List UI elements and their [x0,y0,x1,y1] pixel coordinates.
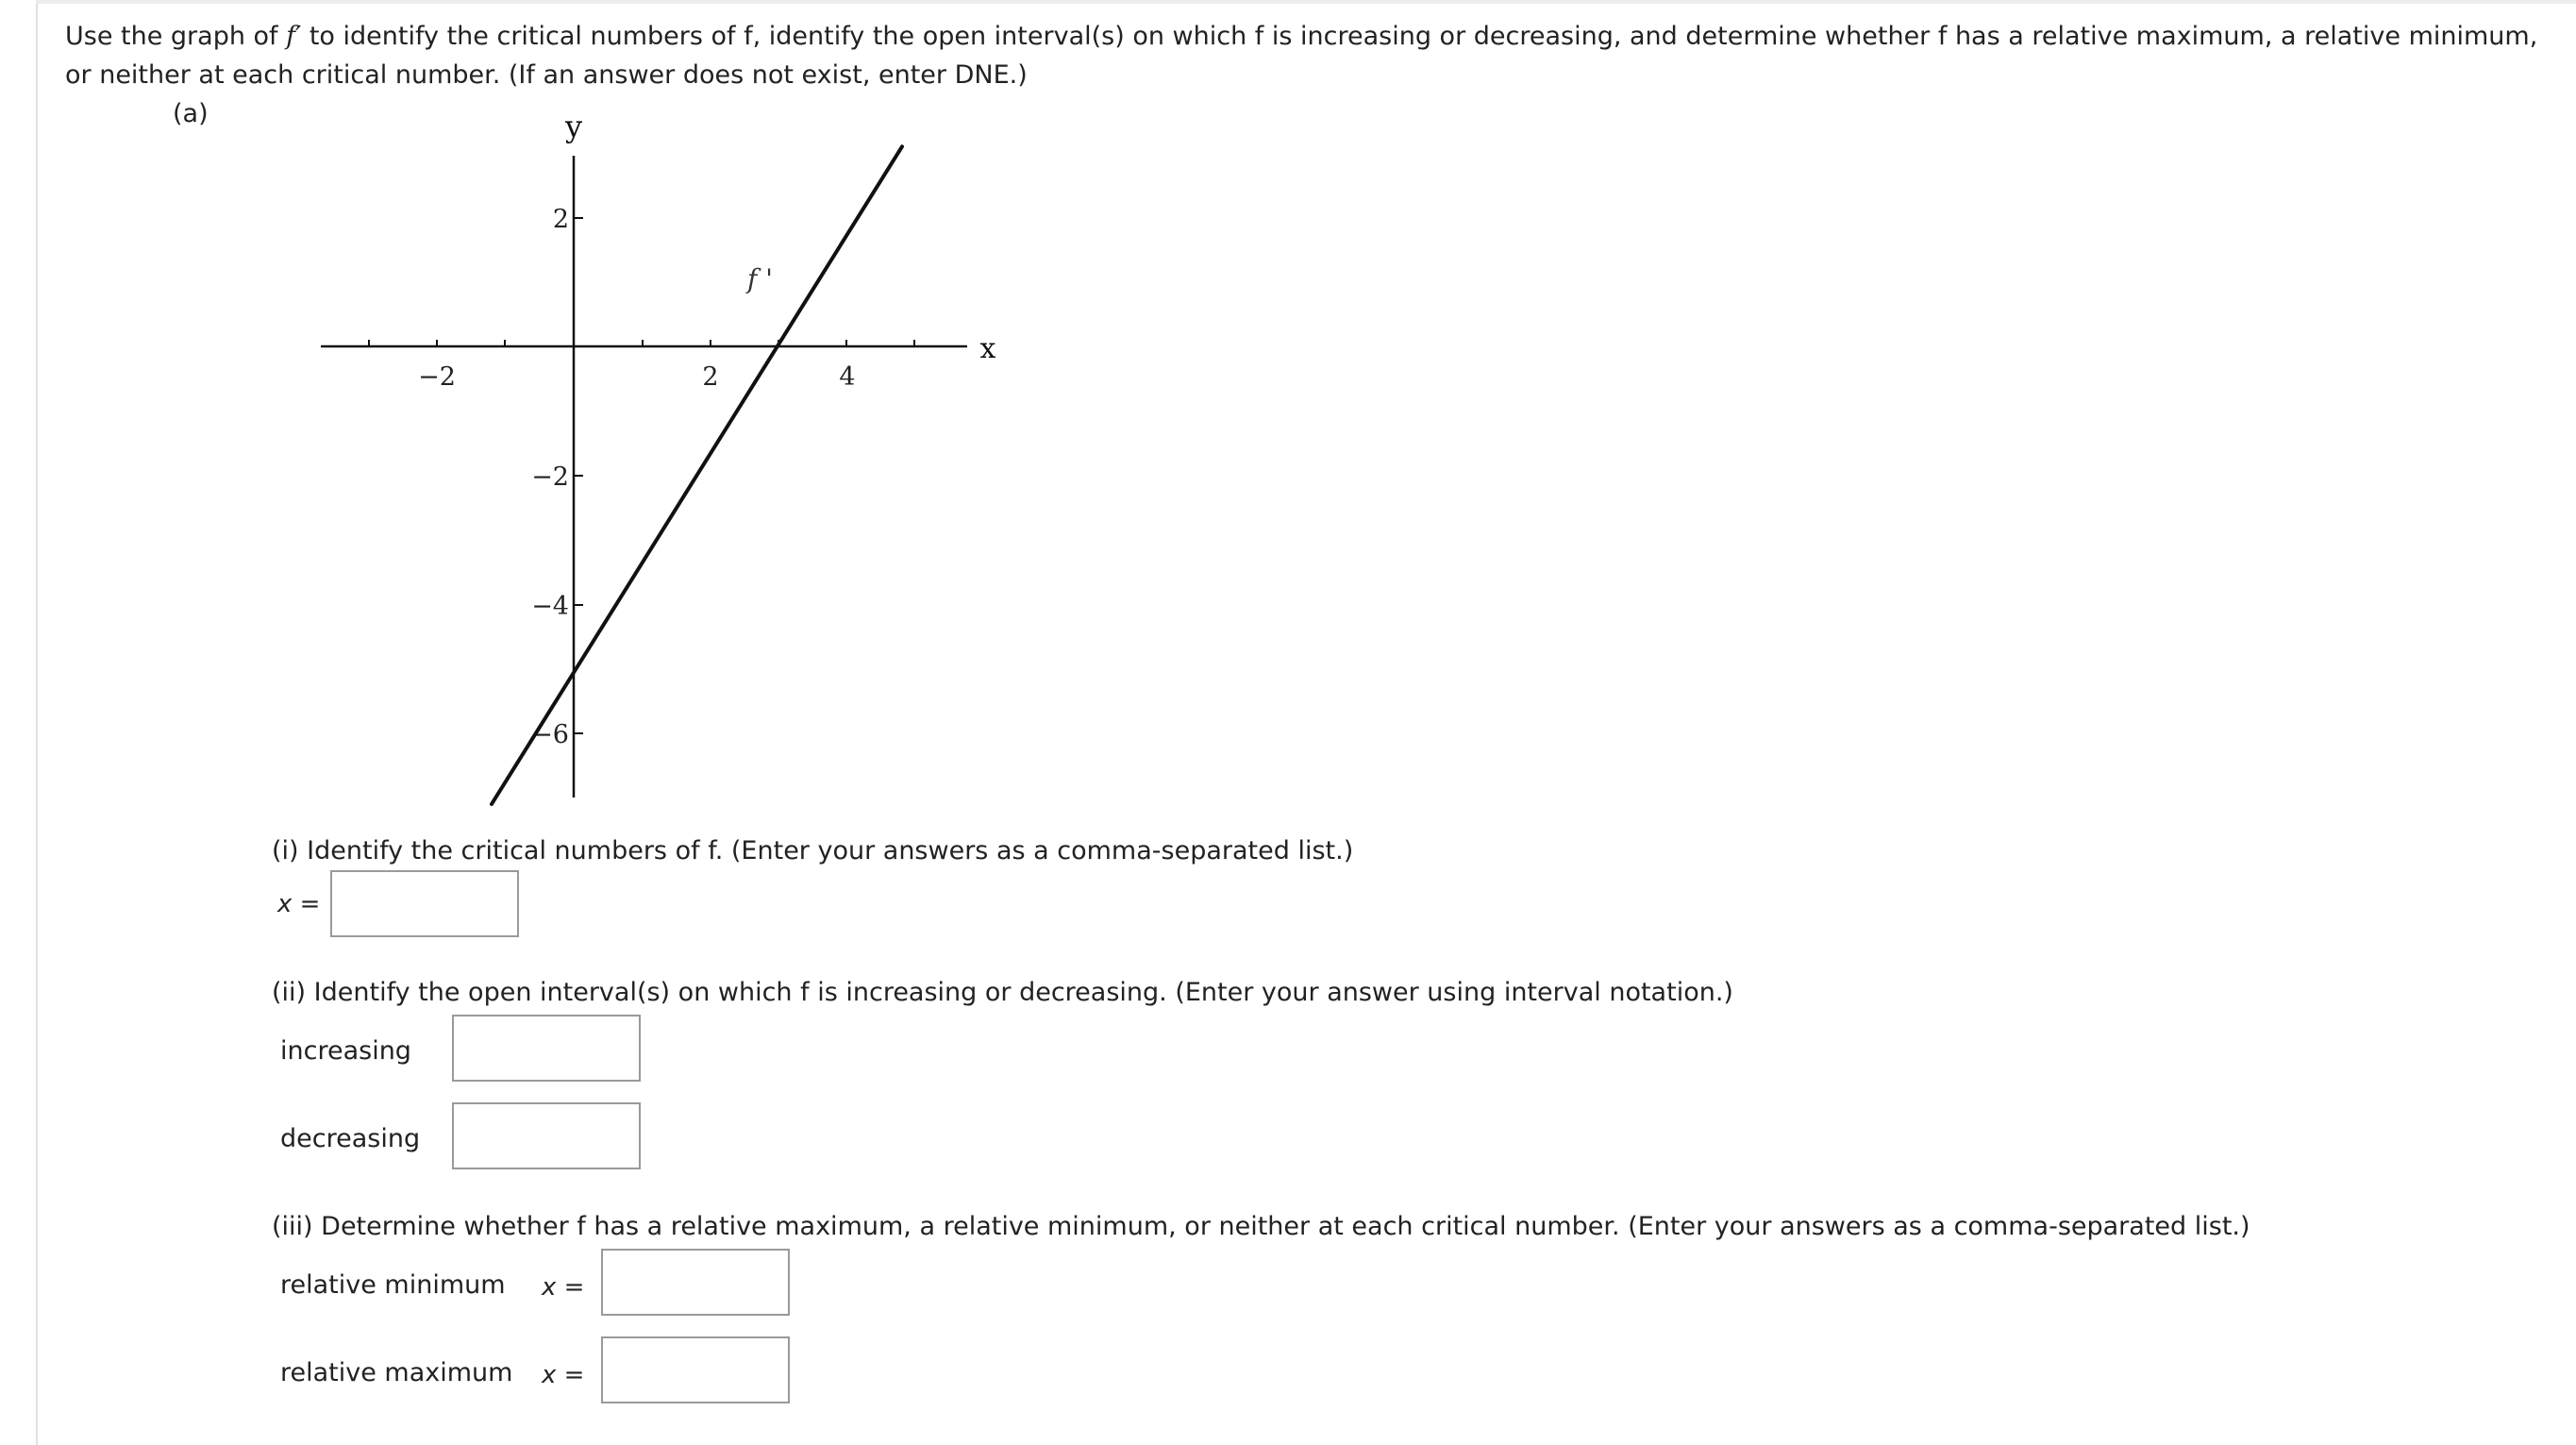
relative-maximum-input[interactable] [601,1336,790,1403]
relative-maximum-x-label-text: x = [542,1361,585,1389]
increasing-interval-input[interactable] [452,1015,641,1082]
relative-maximum-x-label [542,1359,584,1391]
question-prompt [65,17,2547,94]
critical-x-label [277,888,320,920]
y-tick-label: 2 [552,205,569,234]
question-iii-text: (iii) Determine whether f has a relative maximum, a relative minimum, or neither at each critical number. (Enter your answers as a comma-separated list.) [272,1212,2250,1241]
decreasing-label: decreasing [280,1124,421,1153]
relative-minimum-input[interactable] [601,1249,790,1316]
y-axis-label: y [564,109,583,144]
prompt-text-after: to identify the critical numbers of f, identify the open interval(s) on which f is increasing or decreasing, and determine whether f has a relative maximum, a relative minimum, or neither at each critical number. (If an answer does not exist, enter DNE.) [65,22,2538,90]
critical-numbers-input[interactable] [330,870,519,937]
increasing-label: increasing [280,1036,411,1066]
x-tick-label: 2 [702,362,719,392]
y-ticks [574,218,583,733]
critical-x-label-text: x = [277,890,321,918]
y-tick-label: −6 [531,720,569,749]
frame-top-border [36,0,2576,4]
decreasing-interval-input[interactable] [452,1102,641,1169]
x-axis-label: x [979,332,996,365]
relative-minimum-label: relative minimum [280,1270,506,1300]
x-tick-label: −2 [418,362,456,392]
prompt-text-before: Use the graph of [65,22,287,51]
relative-maximum-label: relative maximum [280,1358,513,1387]
x-tick-label: 4 [839,362,856,392]
part-a-label: (a) [173,99,209,128]
y-tick-label: −2 [531,462,569,492]
question-ii-text: (ii) Identify the open interval(s) on which f is increasing or decreasing. (Enter your answer using interval notation.) [272,978,1733,1007]
fprime-graph [302,99,1019,807]
question-i-text: (i) Identify the critical numbers of f. (Enter your answers as a comma-separated list.) [272,836,1354,865]
relative-minimum-x-label [542,1271,584,1303]
fprime-curve-label: f ' [747,263,773,294]
prompt-fprime: f′ [286,22,302,51]
relative-minimum-x-label-text: x = [542,1273,585,1302]
y-tick-label: −4 [531,592,569,621]
